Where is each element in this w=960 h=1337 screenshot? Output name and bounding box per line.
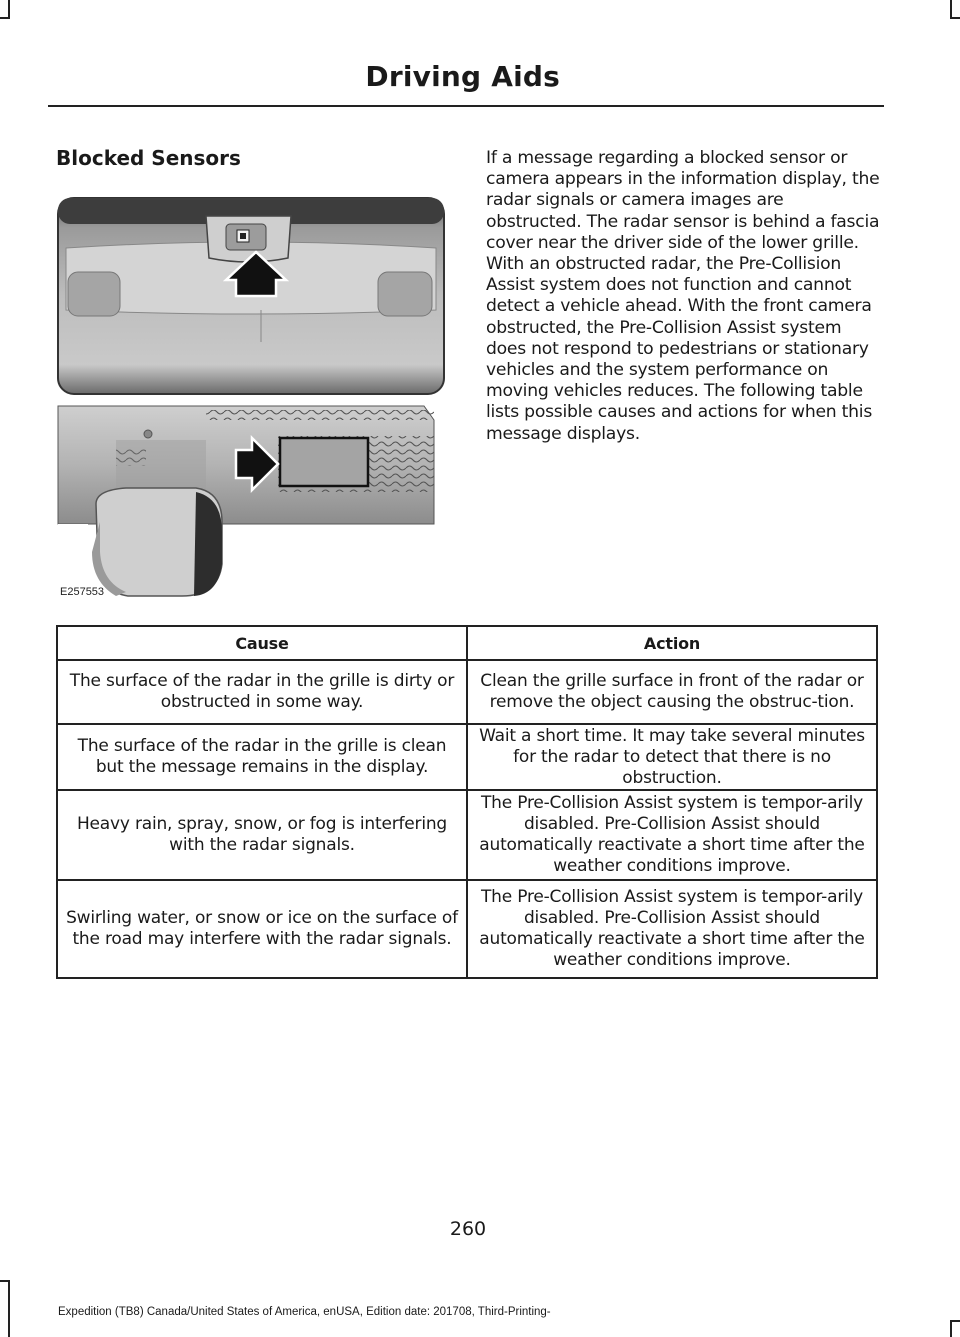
header-divider: [48, 105, 884, 107]
figure-code: E257553: [60, 586, 105, 598]
crop-mark: [950, 0, 952, 18]
crop-mark: [0, 17, 10, 19]
figure-illustration: [56, 192, 448, 604]
crop-mark: [950, 17, 960, 19]
crop-mark: [8, 0, 10, 18]
section-heading: Blocked Sensors: [56, 146, 241, 170]
column-header-action: Action: [467, 626, 877, 660]
action-cell: Wait a short time. It may take several minutes for the radar to detect that there is no obstruction.: [467, 724, 877, 790]
crop-mark: [0, 1280, 10, 1282]
cause-cell: The surface of the radar in the grille is dirty or obstructed in some way.: [57, 660, 467, 724]
action-cell: Clean the grille surface in front of the radar or remove the object causing the obstruc-tion.: [467, 660, 877, 724]
column-header-cause: Cause: [57, 626, 467, 660]
action-cell: The Pre-Collision Assist system is tempor-arily disabled. Pre-Collision Assist should automatically reactivate a short time after the weather conditions improve.: [467, 880, 877, 978]
camera-and-radar-illustration: [56, 192, 448, 604]
cause-cell: The surface of the radar in the grille is clean but the message remains in the display.: [57, 724, 467, 790]
page-number: 260: [449, 1218, 487, 1240]
page-header-title: Driving Aids: [365, 60, 560, 93]
table-header-row: [57, 626, 877, 660]
section-intro-text: If a message regarding a blocked sensor or camera appears in the information display, the radar signals or camera images are obstructed. The radar sensor is behind a fascia cover near the driver side of the lower grille. With an obstructed radar, the Pre-Collision Assist system does not function and cannot detect a vehicle ahead. With the front camera obstructed, the Pre-Collision Assist system does not respond to pedestrians or stationary vehicles and the system performance on moving vehicles reduces. The following table lists possible causes and actions for when this message displays.: [486, 148, 880, 444]
page-footer: Expedition (TB8) Canada/United States of America, enUSA, Edition date: 201708, Third-Printing-: [58, 1306, 551, 1318]
causes-actions-table: [56, 625, 878, 979]
table-row: [57, 790, 877, 880]
table-row: [57, 880, 877, 978]
crop-mark: [8, 1280, 10, 1337]
crop-mark: [950, 1320, 952, 1337]
cause-cell: Swirling water, or snow or ice on the surface of the road may interfere with the radar signals.: [57, 880, 467, 978]
crop-mark: [950, 1320, 960, 1322]
table-row: [57, 724, 877, 790]
action-cell: The Pre-Collision Assist system is tempor-arily disabled. Pre-Collision Assist should automatically reactivate a short time after the weather conditions improve.: [467, 790, 877, 880]
cause-cell: Heavy rain, spray, snow, or fog is interfering with the radar signals.: [57, 790, 467, 880]
table-row: [57, 660, 877, 724]
